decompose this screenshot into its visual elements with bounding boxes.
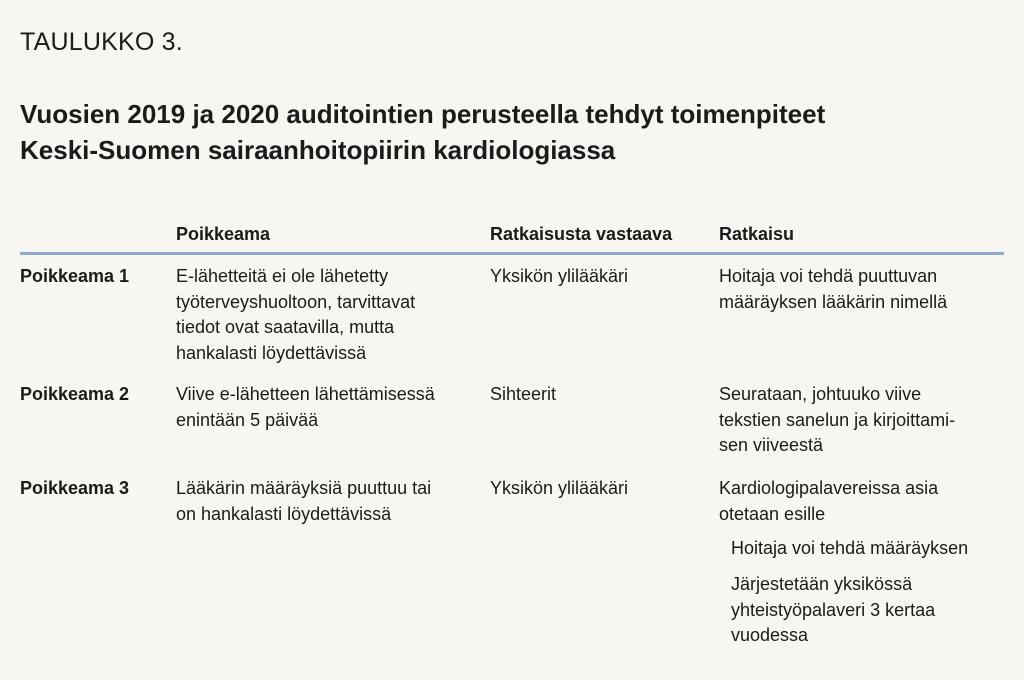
cell-line: E-lähetteitä ei ole lähetetty <box>176 266 389 286</box>
cell-poikkeama <box>176 476 431 527</box>
cell-vastaava <box>490 476 628 502</box>
table-label: TAULUKKO 3. <box>20 28 183 56</box>
row-label: Poikkeama 2 <box>20 384 130 404</box>
row-label: Poikkeama 3 <box>20 478 130 498</box>
cell-line: Järjestetään yksikössä <box>731 574 913 594</box>
cell-poikkeama <box>176 264 415 366</box>
cell-line: tiedot ovat saatavilla, mutta <box>176 317 395 337</box>
cell-line: enintään 5 päivää <box>176 409 319 430</box>
cell-line: Kardiologipalavereissa asia <box>719 478 939 498</box>
cell-ratkaisu <box>719 264 947 315</box>
column-header-poikkeama: Poikkeama <box>176 224 271 244</box>
table-title <box>20 96 1010 168</box>
cell-line: Sihteerit <box>490 384 557 404</box>
cell-ratkaisu-sub <box>731 572 935 649</box>
cell-line: Lääkärin määräyksiä puuttuu tai <box>176 478 432 498</box>
cell-line: vuodessa <box>731 625 809 645</box>
title-line: Vuosien 2019 ja 2020 auditointien perusteella tehdyt toimenpiteet <box>20 99 826 129</box>
cell-line: otetaan esille <box>719 503 826 524</box>
cell-line: määräyksen lääkärin nimellä <box>719 291 948 312</box>
header-rule <box>20 252 1004 255</box>
cell-vastaava <box>490 382 556 408</box>
cell-line: työterveyshuoltoon, tarvittavat <box>176 291 416 312</box>
cell-line: tekstien sanelun ja kirjoittami- <box>719 409 956 430</box>
cell-vastaava <box>490 264 628 290</box>
cell-line: Seurataan, johtuuko viive <box>719 384 922 404</box>
cell-line: hankalasti löydettävissä <box>176 342 367 363</box>
cell-ratkaisu <box>719 476 938 527</box>
cell-line: Viive e-lähetteen lähettämisessä <box>176 384 435 404</box>
cell-line: Yksikön ylilääkäri <box>490 266 629 286</box>
row-label: Poikkeama 1 <box>20 266 130 286</box>
column-header-vastaava: Ratkaisusta vastaava <box>490 224 673 244</box>
cell-line: yhteistyöpalaveri 3 kertaa <box>731 599 936 620</box>
cell-ratkaisu <box>719 382 955 459</box>
cell-line: Hoitaja voi tehdä määräyksen <box>731 538 969 558</box>
cell-line: sen viiveestä <box>719 435 824 455</box>
cell-ratkaisu-sub <box>731 536 968 562</box>
column-header-ratkaisu: Ratkaisu <box>719 224 795 244</box>
title-line: Keski-Suomen sairaanhoitopiirin kardiologiassa <box>20 135 616 165</box>
cell-poikkeama <box>176 382 435 433</box>
cell-line: Hoitaja voi tehdä puuttuvan <box>719 266 938 286</box>
cell-line: on hankalasti löydettävissä <box>176 503 392 524</box>
cell-line: Yksikön ylilääkäri <box>490 478 629 498</box>
